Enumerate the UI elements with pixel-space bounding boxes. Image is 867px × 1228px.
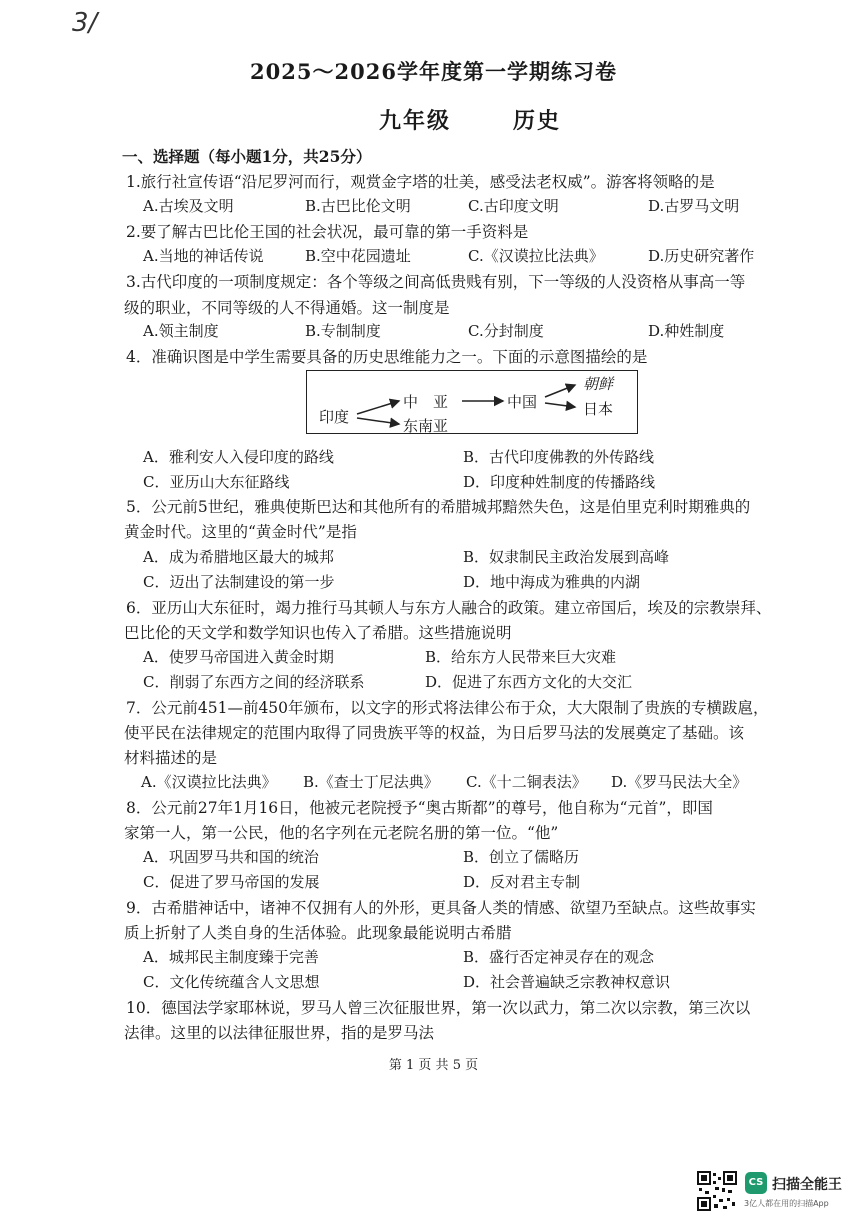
q9-option-a: A．城邦民主制度臻于完善 [143,948,319,966]
node-central-asia: 中 亚 [403,393,449,411]
node-india: 印度 [319,408,350,426]
q1-stem: 1.旅行社宣传语“沿尼罗河而行，观赏金字塔的壮美，感受法老权威”。游客将领略的是 [126,173,715,191]
page-footer: 第 1 页 共 5 页 [388,1058,479,1073]
q4-option-b: B．古代印度佛教的外传路线 [463,448,655,466]
q7-stem-line3: 材料描述的是 [124,749,218,767]
q2-option-b: B.空中花园遗址 [305,247,411,265]
q3-option-c: C.分封制度 [468,322,544,340]
q6-stem-line1: 6．亚历山大东征时，竭力推行马其顿人与东方人融合的政策。建立帝国后，埃及的宗教崇拜、 [126,599,772,617]
q2-option-d: D.历史研究著作 [648,247,755,265]
qr-code-icon [697,1171,737,1211]
q5-stem-line2: 黄金时代。这里的“黄金时代”是指 [124,523,357,541]
subject-label: 历史 [513,108,562,134]
scanner-app-name: 扫描全能王 [772,1177,842,1193]
q9-stem-line2: 质上折射了人类自身的生活体验。此现象最能说明古希腊 [124,924,512,942]
q3-stem-line2: 级的职业，不同等级的人不得通婚。这一制度是 [124,299,450,317]
q4-stem: 4．准确识图是中学生需要具备的历史思维能力之一。下面的示意图描绘的是 [126,348,648,366]
q6-stem-line2: 巴比伦的天文学和数学知识也传入了希腊。这些措施说明 [124,624,512,642]
q3-option-d: D.种姓制度 [648,322,725,340]
arrow-to-central-asia [357,401,399,414]
q7-stem-line1: 7．公元前451—前450年颁布，以文字的形式将法律公布于众，大大限制了贵族的专横跋扈， [126,699,769,717]
q8-stem-line2: 家第一人，第一公民，他的名字列在元老院名册的第一位。“他” [124,824,559,842]
q9-option-b: B．盛行否定神灵存在的观念 [463,948,655,966]
q7-option-b: B.《查士丁尼法典》 [303,773,439,791]
q4-option-d: D．印度种姓制度的传播路线 [463,473,656,491]
q3-option-a: A.领主制度 [143,322,219,340]
q10-stem-line1: 10．德国法学家耶林说，罗马人曾三次征服世界，第一次以武力，第二次以宗教，第三次以 [126,999,751,1017]
q2-option-c: C.《汉谟拉比法典》 [468,247,604,265]
exam-title: 2025～2026学年度第一学期练习卷 [250,59,617,84]
q8-option-a: A．巩固罗马共和国的统治 [143,848,319,866]
q8-option-b: B．创立了儒略历 [463,848,580,866]
q9-stem-line1: 9．古希腊神话中，诸神不仅拥有人的外形，更具备人类的情感、欲望乃至缺点。这些故事实 [126,899,756,917]
q4-option-c: C．亚历山大东征路线 [143,473,290,491]
q1-option-d: D.古罗马文明 [648,197,740,215]
q2-stem: 2.要了解古巴比伦王国的社会状况，最可靠的第一手资料是 [126,223,529,241]
node-china: 中国 [507,393,538,411]
q2-option-a: A.当地的神话传说 [143,247,264,265]
q1-option-c: C.古印度文明 [468,197,559,215]
q5-option-c: C．迈出了法制建设的第一步 [143,573,335,591]
q4-option-a: A．雅利安人入侵印度的路线 [143,448,334,466]
node-japan: 日本 [583,400,614,418]
q1-option-a: A.古埃及文明 [143,197,234,215]
scanner-app-tagline: 3亿人都在用的扫描App [744,1199,829,1208]
q5-option-d: D．地中海成为雅典的内湖 [463,573,641,591]
q6-option-d: D．促进了东西方文化的大交汇 [425,673,633,691]
q5-option-a: A．成为希腊地区最大的城邦 [143,548,334,566]
q1-option-b: B.古巴比伦文明 [305,197,411,215]
q3-stem-line1: 3.古代印度的一项制度规定：各个等级之间高低贵贱有别，下一等级的人没资格从事高一等 [126,273,746,291]
arrow-to-southeast-asia [357,418,399,424]
q5-stem-line1: 5．公元前5世纪，雅典使斯巴达和其他所有的希腊城邦黯然失色，这是伯里克利时期雅典的 [126,498,751,516]
arrow-to-korea [545,385,575,397]
route-diagram [306,370,638,434]
q9-option-d: D．社会普遍缺乏宗教神权意识 [463,973,671,991]
q6-option-c: C．削弱了东西方之间的经济联系 [143,673,365,691]
q6-option-a: A．使罗马帝国进入黄金时期 [143,648,334,666]
q8-option-d: D．反对君主专制 [463,873,581,891]
q7-option-d: D.《罗马民法大全》 [611,773,748,791]
q5-option-b: B．奴隶制民主政治发展到高峰 [463,548,670,566]
q8-stem-line1: 8．公元前27年1月16日，他被元老院授予“奥古斯都”的尊号，他自称为“元首”，即国 [126,799,713,817]
node-southeast-asia: 东南亚 [403,417,449,435]
q7-option-a: A.《汉谟拉比法典》 [141,773,277,791]
handwritten-mark: 3/ [72,8,98,38]
section-heading: 一、选择题（每小题1分，共25分） [122,147,372,166]
q7-stem-line2: 使平民在法律规定的范围内取得了同贵族平等的权益，为日后罗马法的发展奠定了基础。该 [124,724,745,742]
q9-option-c: C．文化传统蕴含人文思想 [143,973,320,991]
q7-option-c: C.《十二铜表法》 [466,773,587,791]
q6-option-b: B．给东方人民带来巨大灾难 [425,648,617,666]
scanner-app-logo-icon: CS [745,1172,767,1194]
q10-stem-line2: 法律。这里的以法律征服世界，指的是罗马法 [124,1024,435,1042]
arrow-to-japan [545,403,575,407]
grade-label: 九年级 [379,108,452,134]
q3-option-b: B.专制制度 [305,322,381,340]
node-korea: 朝鲜 [583,375,614,393]
q8-option-c: C．促进了罗马帝国的发展 [143,873,320,891]
